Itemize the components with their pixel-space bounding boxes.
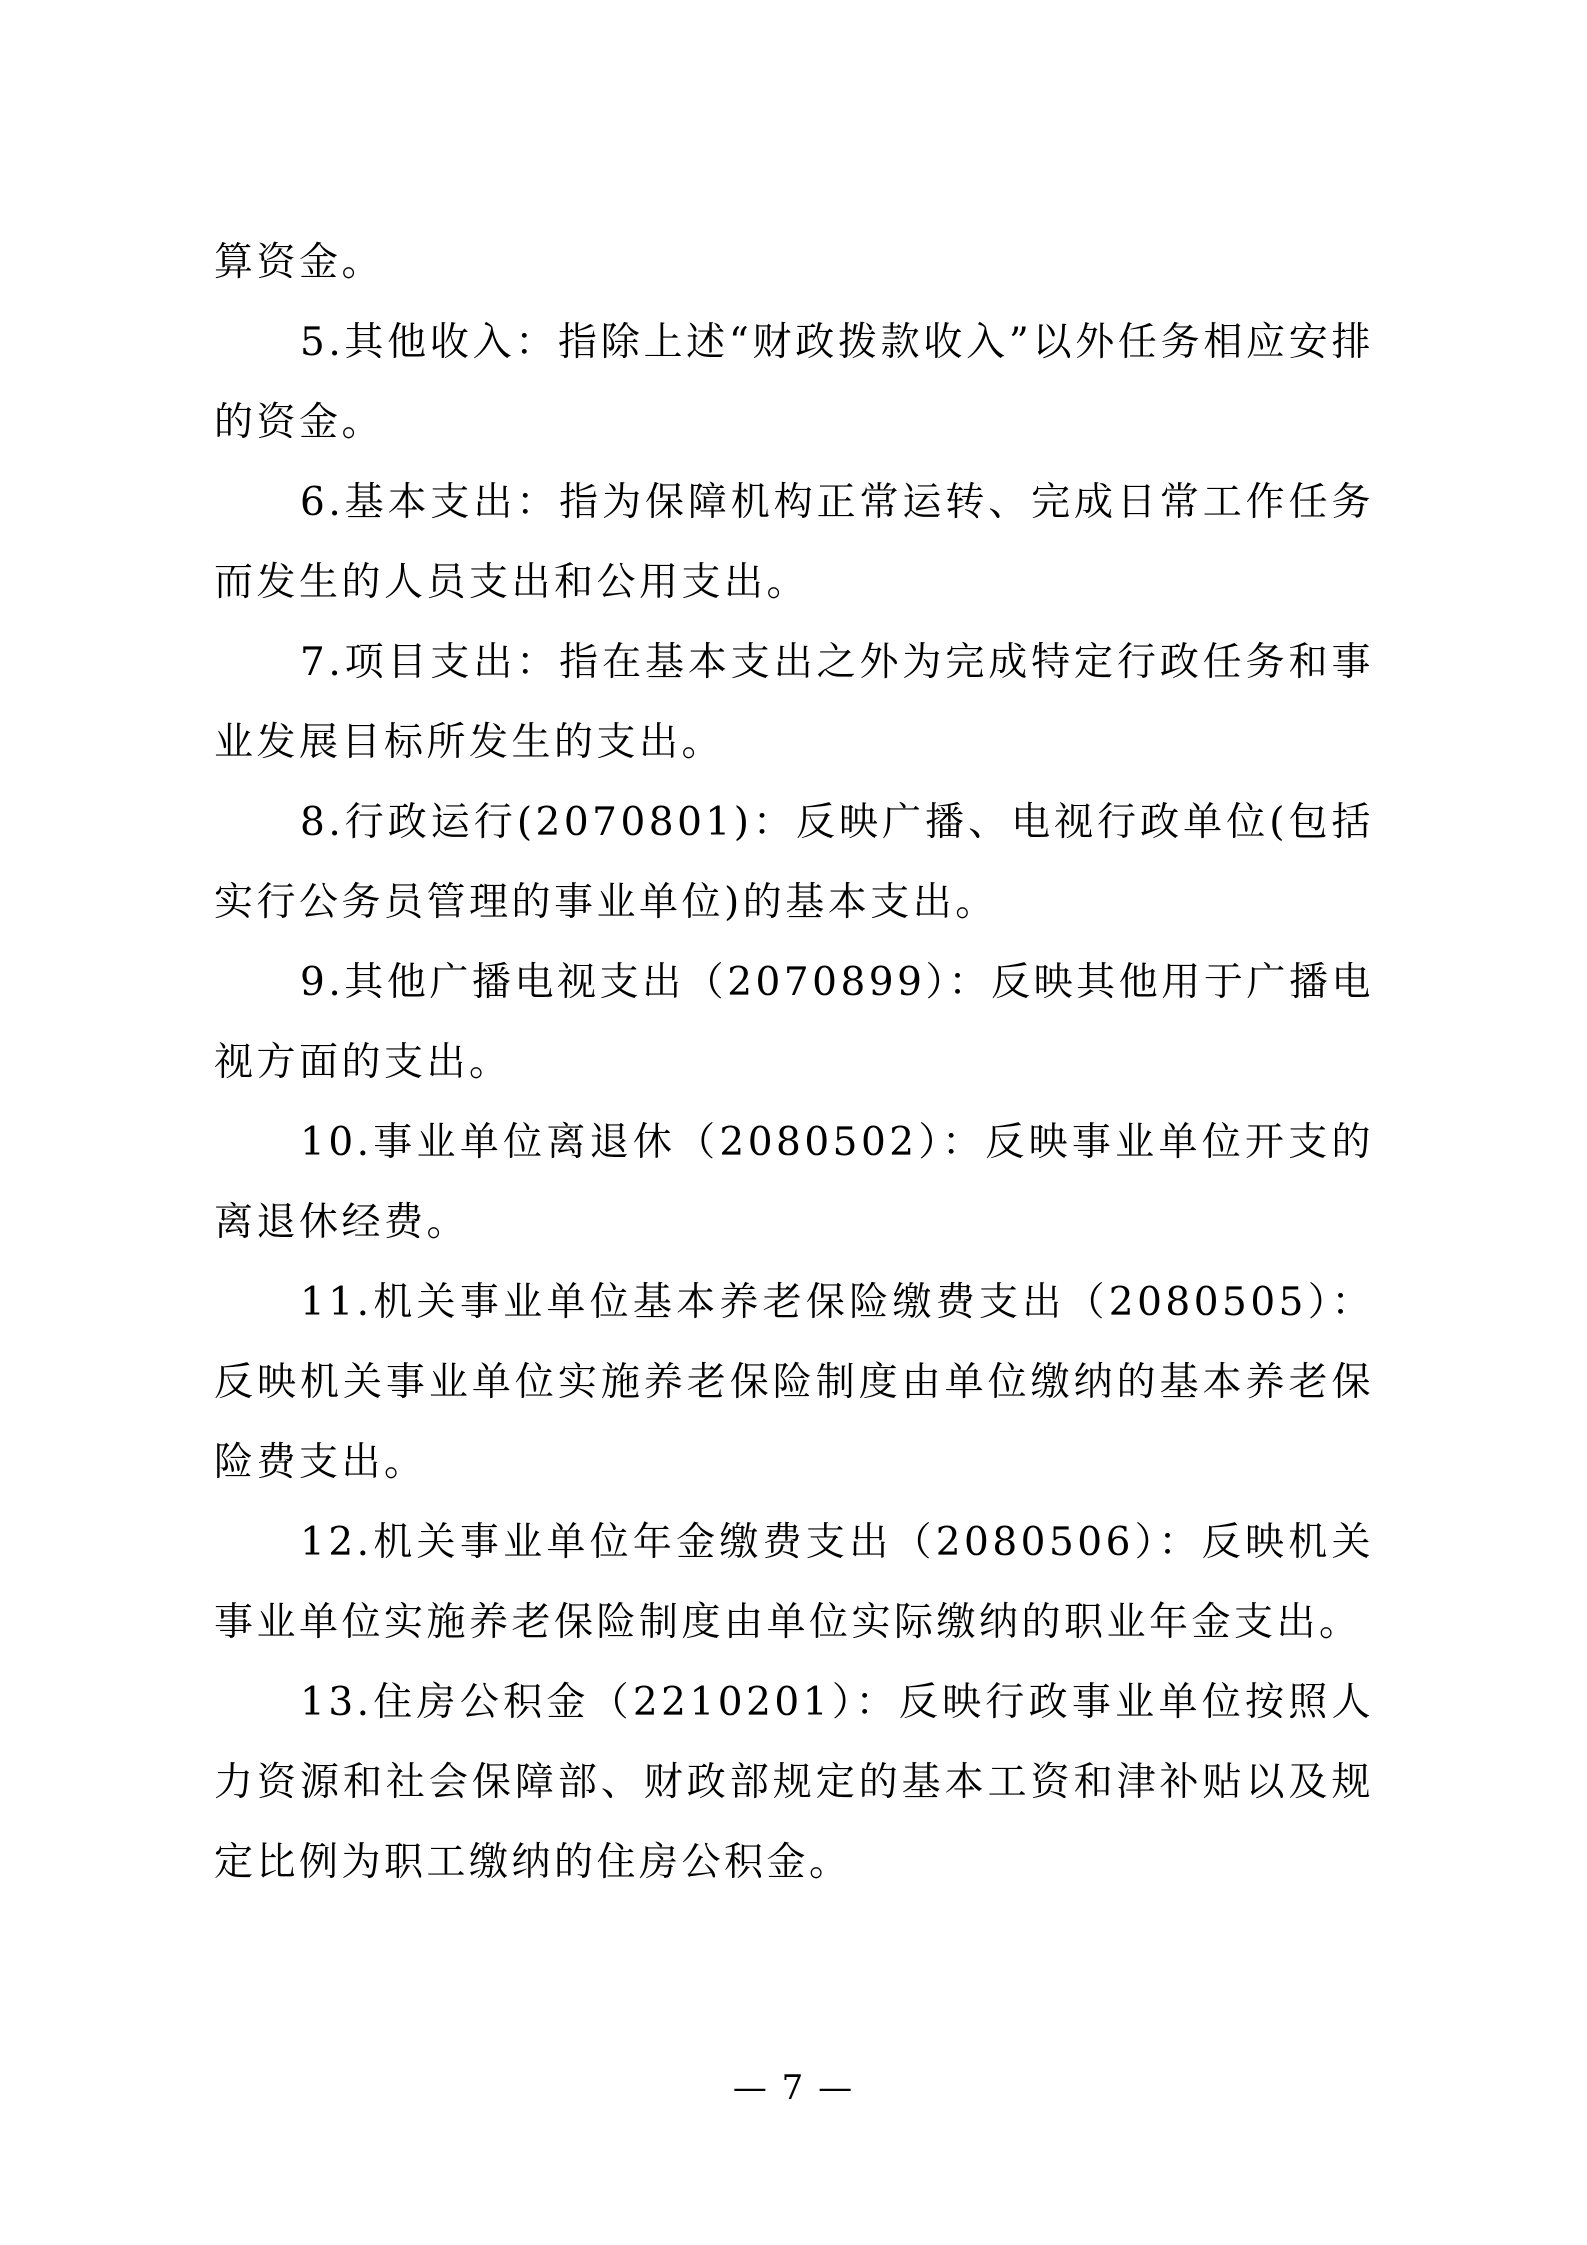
paragraph-continuation: 算资金。 (214, 240, 385, 285)
paragraph-item-11: 11.机关事业单位基本养老保险缴费支出（2080505）：反映机关事业单位实施养老保险制度由单位缴纳的基本养老保险费支出。 (214, 1280, 1374, 1485)
paragraph-item-6: 6.基本支出：指为保障机构正常运转、完成日常工作任务而发生的人员支出和公用支出。 (214, 480, 1374, 605)
paragraph-item-10: 10.事业单位离退休（2080502）：反映事业单位开支的离退休经费。 (214, 1120, 1374, 1245)
body-text (214, 223, 1374, 1903)
paragraph-item-9: 9.其他广播电视支出（2070899）：反映其他用于广播电视方面的支出。 (214, 960, 1374, 1085)
paragraph-item-13: 13.住房公积金（2210201）：反映行政事业单位按照人力资源和社会保障部、财政部规定的基本工资和津补贴以及规定比例为职工缴纳的住房公积金。 (214, 1680, 1374, 1885)
paragraph-item-7: 7.项目支出：指在基本支出之外为完成特定行政任务和事业发展目标所发生的支出。 (214, 640, 1374, 765)
paragraph-item-8: 8.行政运行(2070801)：反映广播、电视行政单位(包括实行公务员管理的事业单位)的基本支出。 (214, 800, 1374, 925)
page-number: — 7 — (732, 2068, 855, 2108)
paragraph-item-12: 12.机关事业单位年金缴费支出（2080506）：反映机关事业单位实施养老保险制度由单位实际缴纳的职业年金支出。 (214, 1520, 1374, 1645)
paragraph-item-5: 5.其他收入：指除上述“财政拨款收入”以外任务相应安排的资金。 (214, 320, 1374, 445)
